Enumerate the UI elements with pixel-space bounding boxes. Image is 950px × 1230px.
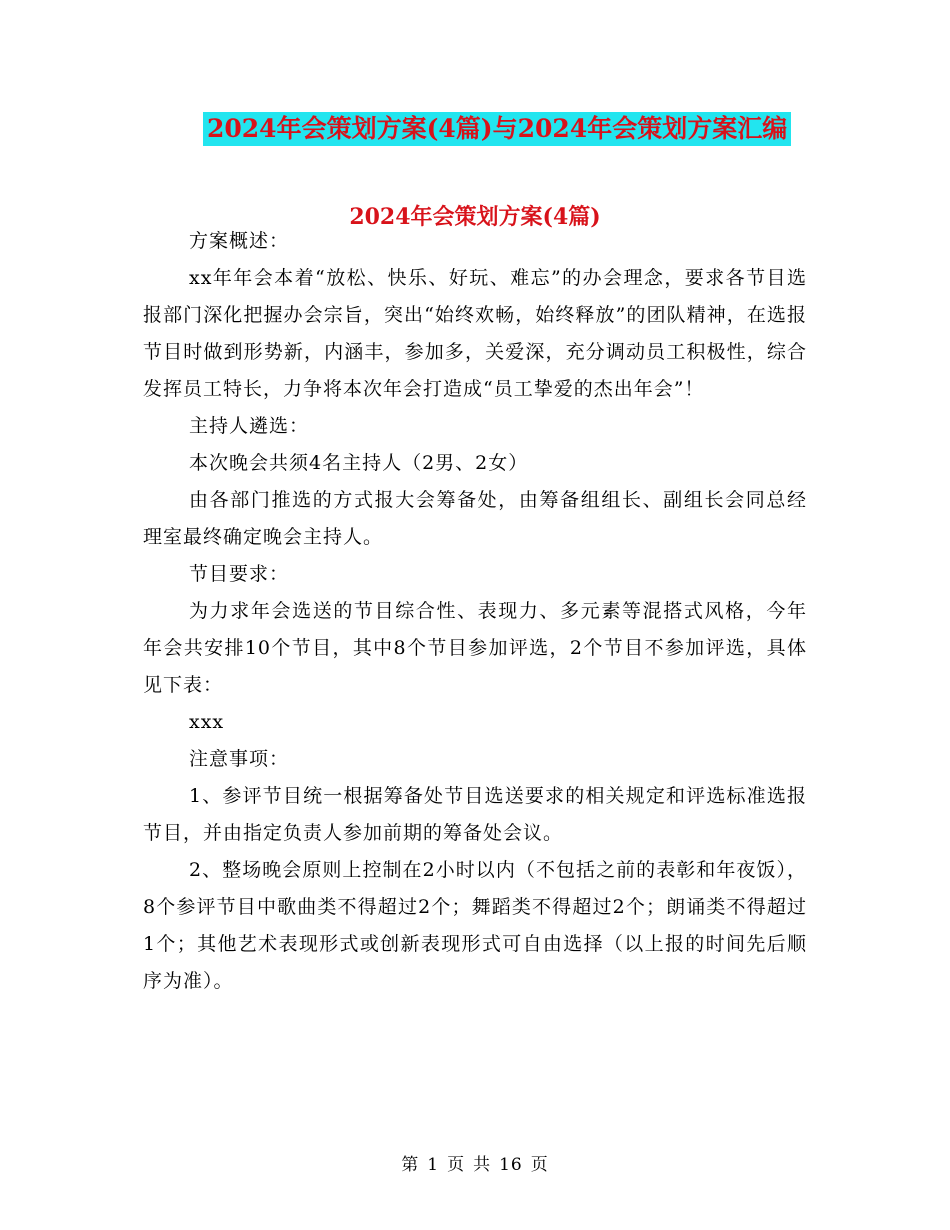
paragraph-program-requirements: 为力求年会选送的节目综合性、表现力、多元素等混搭式风格，今年年会共安排10个节目，其中8个节目参加评选，2个节目不参加评选，具体见下表：	[143, 600, 807, 696]
footer-total-prefix: 共	[473, 1155, 492, 1175]
footer-total-unit: 页	[530, 1155, 549, 1175]
page-footer	[0, 1154, 950, 1176]
footer-current-page: 1	[427, 1155, 440, 1175]
paragraph-placeholder: xxx	[189, 711, 225, 733]
paragraph-note-1: 1、参评节目统一根据筹备处节目选送要求的相关规定和评选标准选报节目，并由指定负责人参加前期的筹备处会议。	[143, 785, 807, 844]
document-body	[143, 223, 807, 1000]
paragraph-host-count: 本次晚会共须4名主持人（2男、2女）	[189, 452, 529, 474]
paragraph-note-2: 2、整场晚会原则上控制在2小时以内（不包括之前的表彰和年夜饭），8个参评节目中歌曲类不得超过2个；舞蹈类不得超过2个；朗诵类不得超过1个；其他艺术表现形式或创新表现形式可自由选择（以上报的时间先后顺序为准）。	[143, 859, 807, 992]
heading-overview: 方案概述：	[189, 230, 290, 252]
paragraph-host-process: 由各部门推选的方式报大会筹备处，由筹备组组长、副组长会同总经理室最终确定晚会主持人。	[143, 489, 807, 548]
heading-host-selection: 主持人遴选：	[189, 415, 310, 437]
heading-notes: 注意事项：	[189, 748, 290, 770]
footer-total-pages: 16	[499, 1155, 523, 1175]
footer-page-unit: 页	[447, 1155, 466, 1175]
footer-prefix: 第	[401, 1155, 420, 1175]
section-title: 2024年会策划方案(4篇)	[349, 204, 601, 230]
document-title: 2024年会策划方案(4篇)与2024年会策划方案汇编	[203, 112, 791, 146]
heading-program-requirements: 节目要求：	[189, 563, 290, 585]
paragraph-overview: xx年年会本着“放松、快乐、好玩、难忘”的办会理念，要求各节目选报部门深化把握办会宗旨，突出“始终欢畅，始终释放”的团队精神，在选报节目时做到形势新，内涵丰，参加多，关爱深，充分调动员工积极性，综合发挥员工特长，力争将本次年会打造成“员工挚爱的杰出年会”！	[143, 267, 807, 400]
